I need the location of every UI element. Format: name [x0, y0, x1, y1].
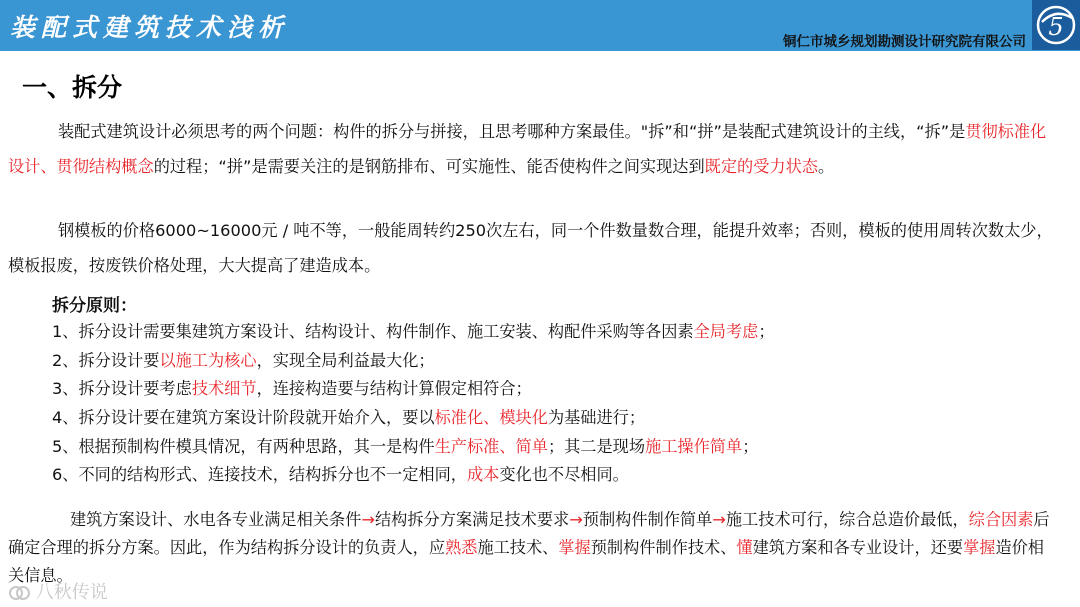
arrow-icon: →: [361, 510, 375, 529]
list-item: 4、拆分设计要在建筑方案设计阶段就开始介入，要以标准化、模块化为基础进行；: [52, 408, 646, 428]
slide-title: 装配式建筑技术浅析: [10, 13, 290, 42]
list-item: 1、拆分设计需要集建筑方案设计、结构设计、构件制作、施工安装、构配件采购等各因素全局考虑；: [52, 322, 775, 341]
watermark-icon: [8, 584, 30, 602]
paragraph-2: 钢模板的价格6000~16000元 / 吨不等，一般能周转约250次左右，同一个件数量数合理，能提升效率；否则，模板的使用周转次数太少，模板报废，按废铁价格处理，大大提高了建造成本。: [8, 221, 1053, 275]
list-item: 5、根据预制构件模具情况，有两种思路，其一是构件生产标准、简单；其二是现场施工操作简单；: [52, 436, 759, 456]
paragraph-3: 建筑方案设计、水电各专业满足相关条件→结构拆分方案满足技术要求→预制构件制作简单→施工技术可行，综合总造价最低，综合因素后确定合理的拆分方案。因此，作为结构拆分设计的负责人，应熟悉施工技术、掌握预制构件制作技术、懂建筑方案和各专业设计，还要掌握造价相关信息。: [8, 510, 1050, 585]
company-logo: [1032, 0, 1080, 50]
organization-name: 铜仁市城乡规划勘测设计研究院有限公司: [783, 34, 1026, 50]
list-item: 2、拆分设计要以施工为核心，实现全局利益最大化；: [52, 350, 435, 370]
watermark: 八秋传说: [8, 578, 108, 604]
list-item: 6、不同的结构形式、连接技术，结构拆分也不一定相同，成本变化也不尽相同。: [52, 465, 629, 485]
section-title: 一、拆分: [22, 73, 123, 102]
paragraph-1: 装配式建筑设计必须思考的两个问题：构件的拆分与拼接，且思考哪种方案最佳。"拆”和“拼”是装配式建筑设计的主线，“拆”是贯彻标准化设计、贯彻结构概念的过程；“拼”是需要关注的是钢筋排布、可实施性、能否使构件之间实现达到既定的受力状态。: [8, 122, 1047, 176]
principles-list: [52, 318, 775, 490]
header-bar: [0, 0, 1080, 51]
arrow-icon: →: [569, 510, 583, 529]
svg-text:5: 5: [1048, 13, 1064, 41]
arrow-icon: →: [712, 510, 726, 529]
list-item: 3、拆分设计要考虑技术细节，连接构造要与结构计算假定相符合；: [52, 379, 532, 399]
principles-heading: 拆分原则：: [52, 296, 137, 316]
